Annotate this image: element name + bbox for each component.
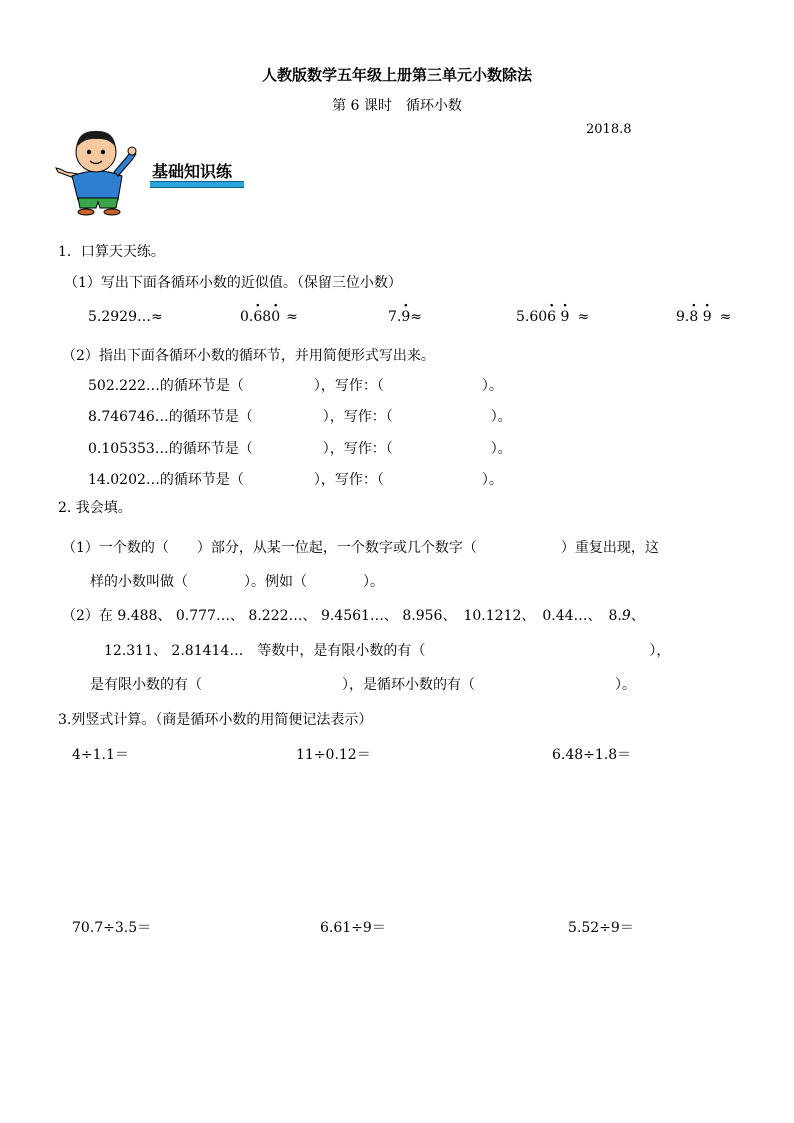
repeat-digit-first: · 6 — [547, 309, 556, 325]
repeat-digit-last: · 0 — [271, 309, 280, 325]
cycle-row-2: 8.746746…的循环节是（ ），写作：（ ）。 — [88, 409, 512, 425]
lesson-subtitle: 第 6 课时 循环小数 — [332, 98, 462, 114]
section-underline-bar — [150, 181, 244, 188]
cartoon-boy-illustration — [52, 128, 144, 216]
repeat-digit-last: · 9 — [561, 309, 570, 325]
approx-item-prefix: 9. — [676, 309, 690, 325]
approx-item-prefix: 5.60 — [516, 309, 548, 325]
approx-item-prefix: 7. — [388, 309, 402, 325]
repeat-digit-last: · 9 — [703, 309, 712, 325]
q2-part2-line3: 是有限小数的有（ ），是循环小数的有（ ）。 — [90, 677, 636, 693]
approx-item-4 — [516, 309, 589, 325]
approx-item-1 — [88, 309, 163, 325]
q2-part1-line2: 样的小数叫做（ ）。例如（ ）。 — [90, 574, 384, 590]
cycle-row-3: 0.105353…的循环节是（ ），写作：（ ）。 — [88, 441, 512, 457]
approx-item-2 — [240, 309, 298, 325]
q2-part2-numbers: （2）在 9.488、 0.777…、 8.222…、 9.4561…、 8.956、 10.1212、 0.44…、 8. — [62, 608, 622, 624]
q2-part2-line2: 12.311、 2.81414… 等数中，是有限小数的有（ ）， — [104, 643, 671, 659]
division-problem-2: 11÷0.12＝ — [296, 747, 371, 763]
cycle-row-1: 502.222…的循环节是（ ），写作：（ ）。 — [88, 378, 503, 394]
repeat-digit-first: · 9 — [401, 309, 410, 325]
division-problem-5: 6.61÷9＝ — [320, 920, 386, 936]
q2-part2-line1 — [62, 605, 645, 625]
repeat-digit-first: · 6 — [253, 309, 262, 325]
approx-item-text: 5.2929…≈ — [88, 309, 163, 325]
cycle-row-4: 14.0202…的循环节是（ ），写作：（ ）。 — [88, 472, 503, 488]
approx-item-prefix: 0. — [240, 309, 254, 325]
q2-part2-comma: 、 — [630, 608, 645, 624]
q3-heading: 3.列竖式计算。（商是循环小数的用简便记法表示） — [58, 712, 373, 728]
q2-heading: 2. 我会填。 — [58, 500, 132, 516]
approx-sign: ≈ — [286, 309, 298, 325]
handwritten-mark: 9̇ — [621, 608, 631, 624]
q2-part1-line1: （1）一个数的（ ）部分，从某一位起，一个数字或几个数字（ ）重复出现，这 — [62, 540, 659, 556]
division-problem-3: 6.48÷1.8＝ — [552, 747, 632, 763]
q1-part1-instruction: （1）写出下面各循环小数的近似值。（保留三位小数） — [64, 275, 402, 291]
q1-part2-instruction: （2）指出下面各循环小数的循环节，并用简便形式写出来。 — [62, 348, 435, 364]
page-title: 人教版数学五年级上册第三单元小数除法 — [261, 66, 532, 84]
section-label: 基础知识练 — [152, 162, 233, 181]
division-problem-4: 70.7÷3.5＝ — [72, 920, 152, 936]
date-label: 2018.8 — [586, 122, 632, 137]
approx-sign: ≈ — [410, 309, 423, 325]
repeat-digit-middle: 8 — [262, 309, 272, 325]
q1-heading: 1．口算天天练。 — [58, 244, 165, 260]
approx-sign: ≈ — [577, 309, 590, 325]
division-problem-6: 5.52÷9＝ — [568, 920, 634, 936]
division-problem-1: 4÷1.1＝ — [72, 747, 129, 763]
approx-sign: ≈ — [719, 309, 732, 325]
approx-item-5 — [676, 309, 731, 325]
repeat-digit-first: · 8 — [689, 309, 698, 325]
approx-item-3 — [388, 309, 422, 325]
